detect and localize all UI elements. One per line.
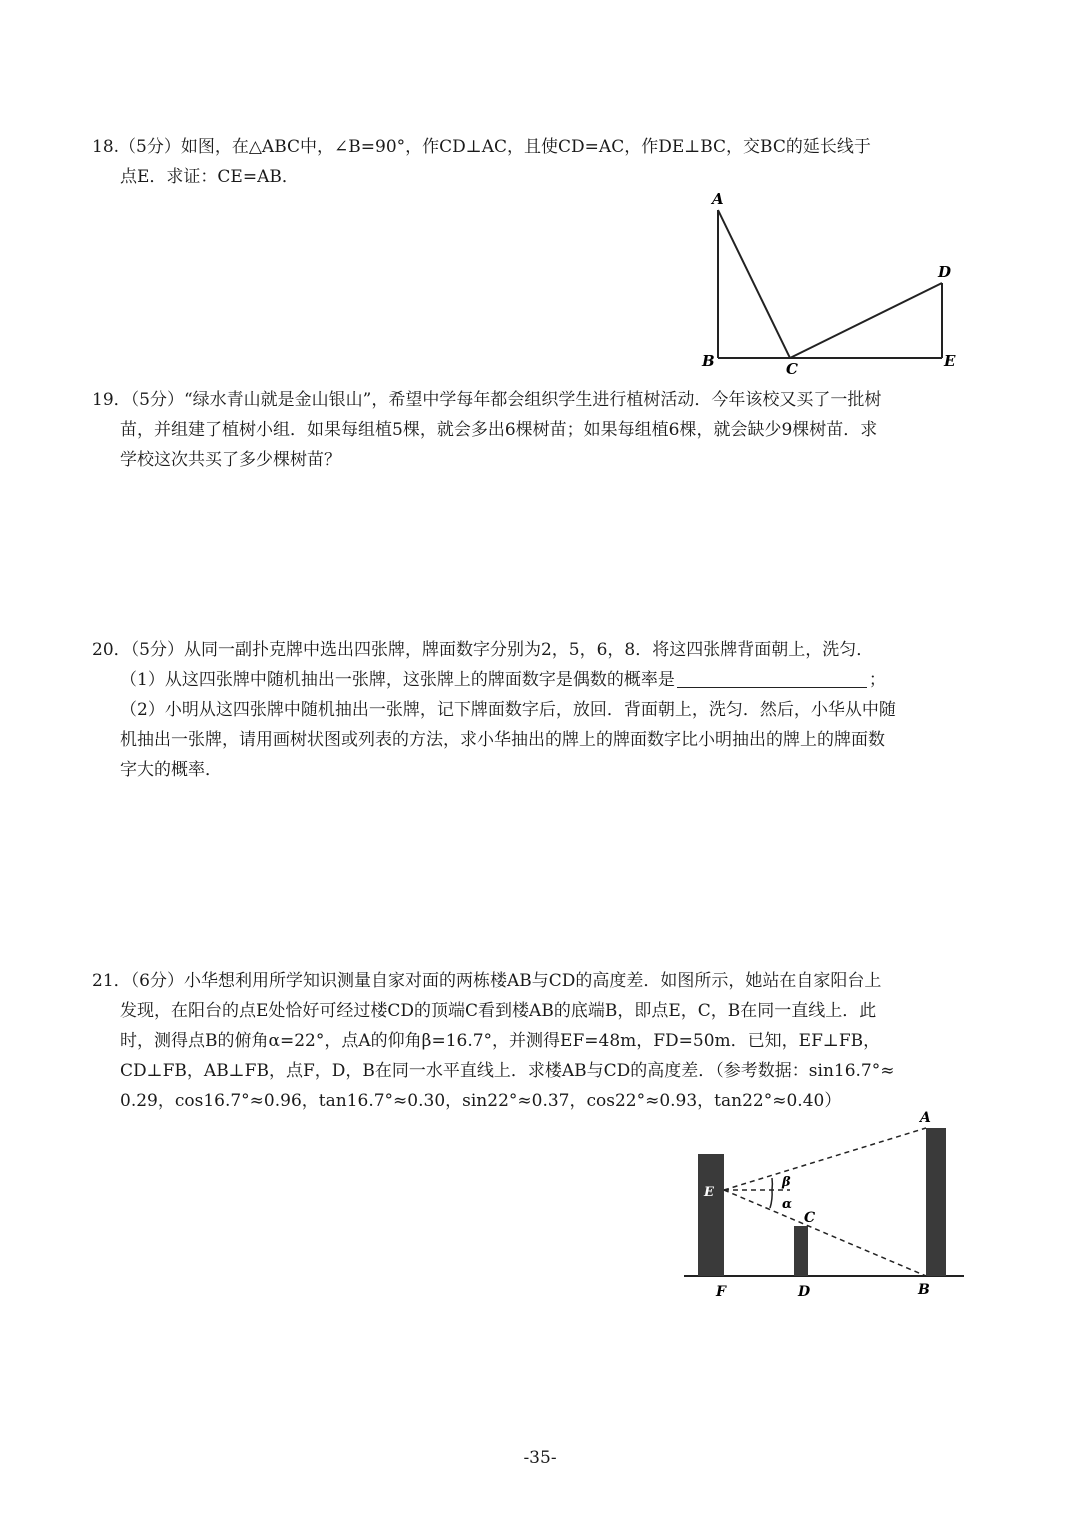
q18-label-c: C [786, 360, 798, 378]
q21-label-c: C [804, 1210, 816, 1226]
q21-line-1: 21．（6分）小华想利用所学知识测量自家对面的两栋楼AB与CD的高度差．如图所示，她站在自家阳台上 [92, 971, 882, 991]
q18-label-d: D [938, 263, 952, 281]
question-21 [92, 966, 895, 1116]
q18-label-b: B [702, 352, 715, 370]
q20-line-5: 字大的概率． [120, 760, 222, 780]
building-cd [794, 1226, 808, 1276]
q20-line-2 [92, 665, 896, 695]
q19-line-3: 学校这次共买了多少棵树苗？ [120, 450, 341, 470]
q21-line-4: CD⊥FB，AB⊥FB，点F，D，B在同一水平直线上．求楼AB与CD的高度差．（参考数据：sin16.7°≈ [120, 1061, 895, 1081]
q18-label-a: A [712, 190, 724, 208]
q21-label-f: F [716, 1284, 726, 1300]
q21-line-5: 0.29，cos16.7°≈0.96，tan16.7°≈0.30，sin22°≈0.37，cos22°≈0.93，tan22°≈0.40） [120, 1091, 842, 1111]
building-ef [698, 1154, 724, 1276]
q21-line-2: 发现，在阳台的点E处恰好可经过楼CD的顶端C看到楼AB的底端B，即点E，C，B在同一直线上．此 [120, 1001, 877, 1021]
question-18 [92, 132, 871, 192]
q20-line-1: 20．（5分）从同一副扑克牌中选出四张牌，牌面数字分别为2，5，6，8．将这四张牌背面朝上，洗匀． [92, 640, 874, 660]
q21-label-e: E [704, 1185, 714, 1200]
question-20 [92, 635, 896, 785]
q20-line-4: 机抽出一张牌，请用画树状图或列表的方法，求小华抽出的牌上的牌面数字比小明抽出的牌上的牌面数 [120, 730, 885, 750]
q21-label-d: D [798, 1284, 811, 1300]
q20-line-3: （2）小明从这四张牌中随机抽出一张牌，记下牌面数字后，放回．背面朝上，洗匀．然后，小华从中随 [120, 700, 896, 720]
q21-label-beta: β [782, 1175, 791, 1190]
q20-line-2-end: ； [868, 670, 886, 690]
q21-line-3: 时，测得点B的俯角α=22°，点A的仰角β=16.7°，并测得EF=48m，FD=50m．已知，EF⊥FB， [120, 1031, 881, 1051]
q21-label-alpha: α [782, 1197, 793, 1212]
q18-line-2: 点E．求证：CE=AB． [120, 167, 299, 187]
answer-blank[interactable] [677, 669, 867, 688]
building-ab [926, 1128, 946, 1276]
question-19 [92, 385, 881, 475]
q18-triangle-figure [690, 188, 980, 378]
q21-buildings-figure [680, 1108, 970, 1303]
q19-line-1: 19．（5分）“绿水青山就是金山银山”，希望中学每年都会组织学生进行植树活动．今年该校又买了一批树 [92, 390, 882, 410]
q18-line-1: 18.（5分）如图，在△ABC中，∠B=90°，作CD⊥AC，且使CD=AC，作DE⊥BC，交BC的延长线于 [92, 137, 871, 157]
q21-label-a: A [920, 1110, 931, 1126]
q21-label-b: B [918, 1282, 930, 1298]
q18-label-e: E [944, 352, 956, 370]
q19-line-2: 苗，并组建了植树小组．如果每组植5棵，就会多出6棵树苗；如果每组植6棵，就会缺少9棵树苗．求 [120, 420, 878, 440]
page-number: -35- [523, 1448, 557, 1468]
q20-line-2-text: （1）从这四张牌中随机抽出一张牌，这张牌上的牌面数字是偶数的概率是 [120, 670, 675, 690]
